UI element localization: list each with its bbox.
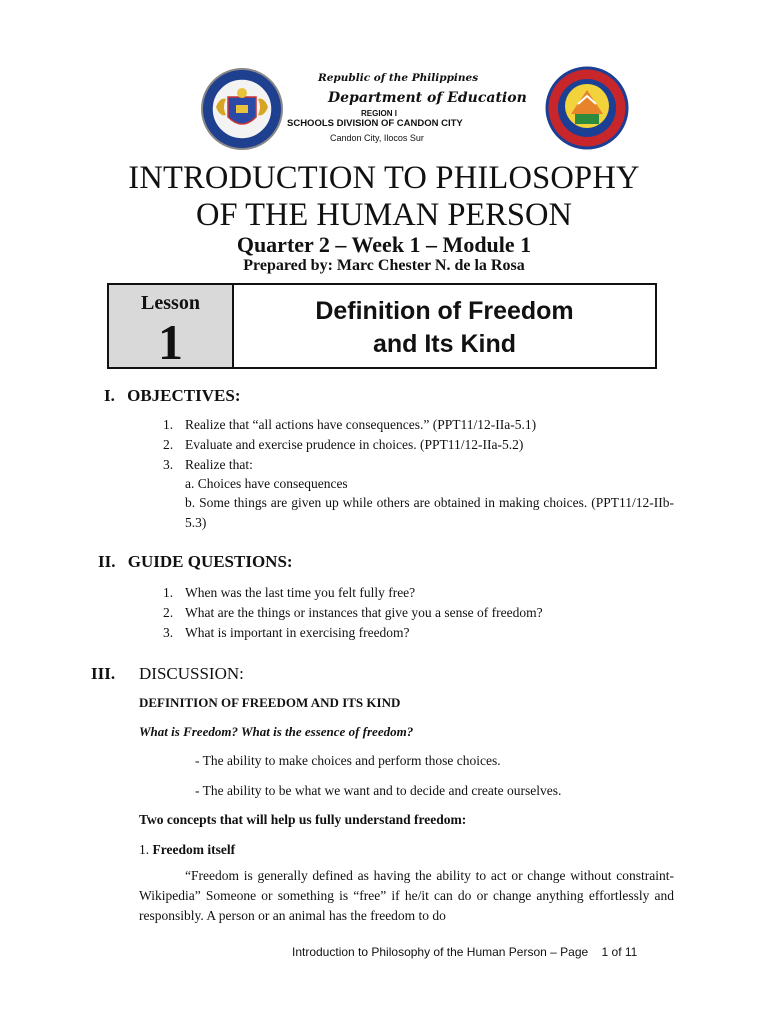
item-text: What are the things or instances that give you a sense of freedom? [185,605,543,620]
item-number: 2. [163,437,174,452]
item-number: 1. [163,585,174,600]
item-text: Evaluate and exercise prudence in choices. (PPT11/12-IIa-5.2) [185,437,524,452]
footer-text: Introduction to Philosophy of the Human Person – Page [292,945,589,959]
list-item [163,457,253,473]
item-number: 2. [163,605,174,620]
page-footer [292,945,637,959]
guide-heading [98,552,293,572]
lesson-title-line2: and Its Kind [372,330,517,358]
item-number: 3. [163,625,174,640]
deped-seal-left-icon [200,67,284,151]
document-title-line1: INTRODUCTION TO PHILOSOPHY [128,160,640,196]
discussion-subheading: DEFINITION OF FREEDOM AND ITS KIND [139,695,401,710]
concepts-heading: Two concepts that will help us fully understand freedom: [139,812,467,827]
page-number: 1 of 11 [601,945,638,959]
lesson-label: Lesson [141,292,200,314]
list-item [163,605,543,621]
module-label: Quarter 2 – Week 1 – Module 1 [236,232,532,257]
freedom-point-2: - The ability to be what we want and to decide and create ourselves. [195,783,562,798]
discussion-heading-text: DISCUSSION: [139,664,244,683]
discussion-question: What is Freedom? What is the essence of freedom? [139,724,414,739]
region-label: REGION I [361,109,398,118]
discussion-heading [91,664,244,684]
concept-1-label: Freedom itself [152,842,236,857]
list-item [163,417,536,433]
lesson-number-cell [109,285,234,370]
division-seal-right-icon [545,66,629,150]
author-label: Prepared by: Marc Chester N. de la Rosa [243,257,525,274]
freedom-paragraph: “Freedom is generally defined as having the ability to act or change without constraint-Wikipedia” Someone or something is “free” if he/it can do or change anything effortlessly and responsibly. A person or an animal has the freedom to do [139,868,674,923]
freedom-point-1: - The ability to make choices and perform those choices. [195,753,501,768]
document-title-line2: OF THE HUMAN PERSON [196,197,572,233]
guide-heading-text: GUIDE QUESTIONS: [127,552,293,571]
item-text: Realize that: [185,457,253,472]
concept-1-num: 1. [139,842,150,857]
discussion-heading-num: III. [91,664,116,683]
lesson-number: 1 [158,314,183,370]
department-label: Department of Education [328,90,527,106]
republic-label: Republic of the Philippines [318,72,479,84]
item-number: 1. [163,417,174,432]
lesson-title-line1: Definition of Freedom [315,297,574,325]
lesson-box [107,283,657,369]
list-item [163,437,523,453]
objectives-heading-text: OBJECTIVES: [127,386,241,405]
sub-item-b: b. Some things are given up while others are obtained in making choices. (PPT11/12-IIb-5.3) [185,495,674,530]
objectives-heading-num: I. [104,386,115,405]
item-text: When was the last time you felt fully free? [185,585,416,600]
concept-1 [139,842,235,858]
item-text: Realize that “all actions have consequences.” (PPT11/12-IIa-5.1) [185,417,537,432]
guide-heading-num: II. [98,552,116,571]
division-label: SCHOOLS DIVISION OF CANDON CITY [287,118,463,129]
city-label: Candon City, Ilocos Sur [330,133,424,143]
objectives-heading [104,386,241,406]
list-item [163,585,415,601]
list-item [163,625,410,641]
item-text: What is important in exercising freedom? [185,625,410,640]
item-number: 3. [163,457,174,472]
lesson-title [234,295,655,361]
sub-item-a: a. Choices have consequences [185,476,348,491]
